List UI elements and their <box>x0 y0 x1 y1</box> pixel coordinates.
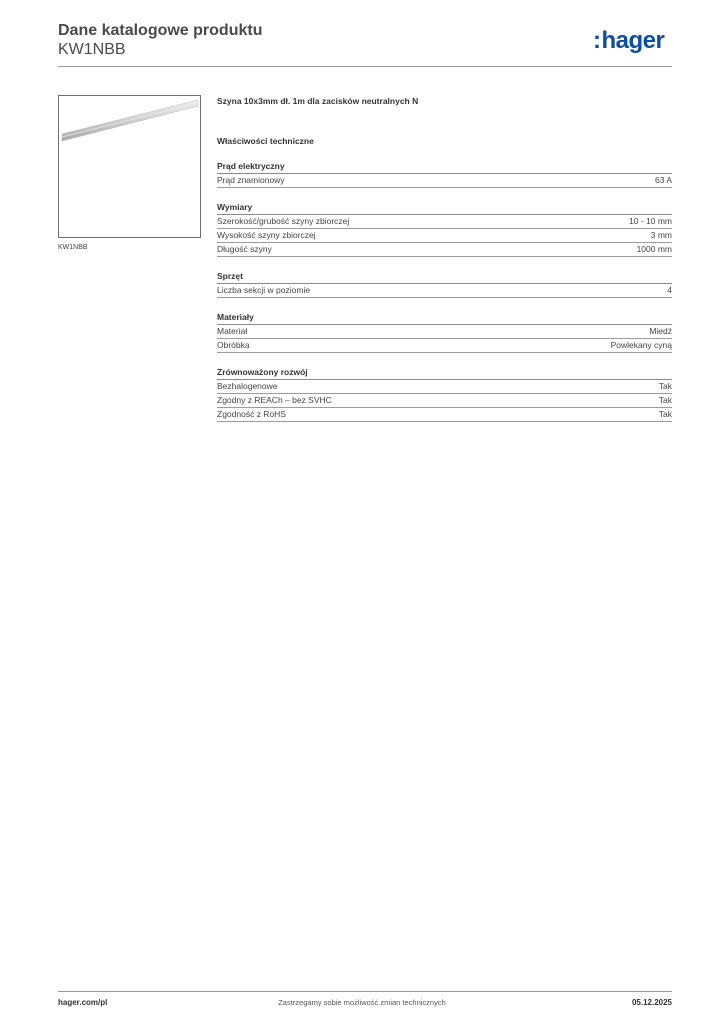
hager-logo <box>593 28 664 54</box>
logo-text: hager <box>601 27 665 54</box>
product-image <box>58 95 201 238</box>
spec-value: 4 <box>667 285 672 295</box>
busbar-image-icon <box>59 96 200 237</box>
spec-row <box>217 174 672 188</box>
spec-row <box>217 284 672 298</box>
spec-value: Powlekany cyną <box>610 340 672 350</box>
section-electrical <box>217 160 672 188</box>
spec-value: 1000 mm <box>636 244 672 254</box>
spec-label: Szerokość/grubość szyny zbiorczej <box>217 216 350 226</box>
image-caption: KW1NBB <box>58 244 88 251</box>
spec-label: Obróbka <box>217 340 250 350</box>
spec-value: Tak <box>658 381 672 391</box>
spec-label: Długość szyny <box>217 244 272 254</box>
spec-row <box>217 325 672 339</box>
logo-mark-icon: : <box>593 27 601 54</box>
footer-divider <box>58 991 672 992</box>
document-title: Dane katalogowe produktu <box>58 22 263 39</box>
section-title: Prąd elektryczny <box>217 160 672 174</box>
spec-label: Wysokość szyny zbiorczej <box>217 230 316 240</box>
section-title: Wymiary <box>217 201 672 215</box>
product-code: KW1NBB <box>58 41 126 58</box>
spec-row <box>217 215 672 229</box>
spec-label: Materiał <box>217 326 248 336</box>
spec-value: Tak <box>658 395 672 405</box>
spec-label: Prąd znamionowy <box>217 175 285 185</box>
properties-heading: Właściwości techniczne <box>217 136 314 146</box>
section-title: Sprzęt <box>217 270 672 284</box>
footer-date: 05.12.2025 <box>631 998 672 1007</box>
product-details <box>217 95 672 422</box>
section-materials <box>217 311 672 353</box>
header-divider <box>58 66 672 67</box>
spec-value: 63 A <box>654 175 672 185</box>
section-sustainability <box>217 366 672 422</box>
spec-label: Zgodny z REACh – bez SVHC <box>217 395 332 405</box>
spec-value: Miedź <box>649 326 672 336</box>
product-description: Szyna 10x3mm dł. 1m dla zacisków neutralnych N <box>217 96 419 106</box>
spec-row <box>217 243 672 257</box>
section-equipment <box>217 270 672 298</box>
spec-label: Zgodność z RoHS <box>217 409 286 419</box>
section-title: Materiały <box>217 311 672 325</box>
spec-row <box>217 380 672 394</box>
spec-row <box>217 408 672 422</box>
spec-row <box>217 394 672 408</box>
footer-website-link[interactable]: hager.com/pl <box>58 998 108 1007</box>
section-title: Zrównoważony rozwój <box>217 366 672 380</box>
footer-disclaimer: Zastrzegamy sobie możliwość zmian technicznych <box>278 998 446 1007</box>
spec-value: 3 mm <box>650 230 672 240</box>
spec-value: Tak <box>658 409 672 419</box>
spec-label: Liczba sekcji w poziomie <box>217 285 311 295</box>
section-dimensions <box>217 201 672 257</box>
spec-label: Bezhalogenowe <box>217 381 278 391</box>
spec-row <box>217 339 672 353</box>
spec-value: 10 - 10 mm <box>629 216 672 226</box>
spec-row <box>217 229 672 243</box>
